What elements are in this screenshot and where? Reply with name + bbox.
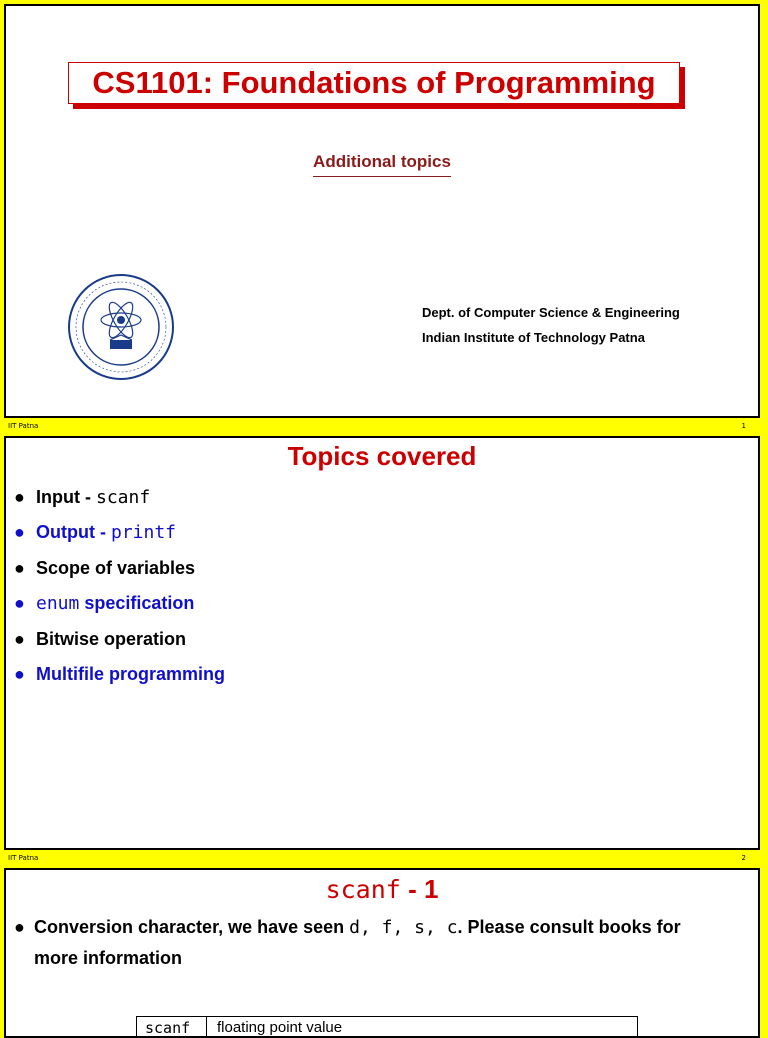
bullet-line xyxy=(14,912,748,943)
title-code: scanf xyxy=(325,875,401,904)
subtitle-wrapper xyxy=(6,152,758,177)
list-item xyxy=(14,586,225,621)
footer-institute: IIT Patna xyxy=(8,422,39,430)
item-text: Output - xyxy=(36,522,111,543)
list-item xyxy=(14,480,225,515)
slide-1 xyxy=(4,4,760,418)
conversion-table xyxy=(136,1016,638,1038)
bullet-icon: ● xyxy=(14,663,25,684)
subtitle: Additional topics xyxy=(313,152,451,177)
bullet-text: Conversion character, we have seen xyxy=(34,917,350,937)
item-code: enum xyxy=(36,593,80,615)
bullet-icon: ● xyxy=(14,917,25,937)
bullet-icon: ● xyxy=(14,593,25,614)
page-number: 2 xyxy=(741,854,746,862)
topics-list xyxy=(14,480,225,692)
list-item xyxy=(14,551,225,586)
footer-institute: IIT Patna xyxy=(8,854,39,862)
item-code: printf xyxy=(110,522,177,544)
bullet-icon: ● xyxy=(14,487,25,507)
bullet-icon: ● xyxy=(14,522,25,543)
bullet-code: d, f, s, c xyxy=(349,917,458,938)
course-title: CS1101: Foundations of Programming xyxy=(68,62,680,104)
institute-name: Indian Institute of Technology Patna xyxy=(422,330,645,345)
department-block xyxy=(422,300,680,350)
list-item xyxy=(14,622,225,657)
bullet-paragraph xyxy=(14,912,748,973)
item-text: Bitwise operation xyxy=(36,628,187,649)
list-item xyxy=(14,515,225,550)
item-code: scanf xyxy=(95,487,151,508)
table-cell: floating point value xyxy=(217,1019,343,1036)
department-name: Dept. of Computer Science & Engineering xyxy=(422,305,680,320)
bullet-continuation: more information xyxy=(34,948,183,968)
slide-1-footer xyxy=(8,419,760,433)
bullet-text: . Please consult books for xyxy=(457,917,681,937)
item-text: Input - xyxy=(36,487,96,507)
item-text: specification xyxy=(79,593,195,614)
slide-title: Topics covered xyxy=(287,441,477,471)
bullet-icon: ● xyxy=(14,557,25,578)
slide-2 xyxy=(4,436,760,850)
title-suffix: - 1 xyxy=(400,874,439,904)
slide-2-footer xyxy=(8,851,760,865)
item-text: Multifile programming xyxy=(36,663,225,684)
page-number: 1 xyxy=(741,422,746,430)
table-cell: scanf xyxy=(137,1017,207,1038)
slide-title xyxy=(6,872,758,907)
bullet-icon: ● xyxy=(14,628,25,649)
item-text: Scope of variables xyxy=(36,557,196,578)
slide-3 xyxy=(4,868,760,1038)
iit-patna-logo-icon xyxy=(66,272,176,382)
list-item xyxy=(14,657,225,692)
